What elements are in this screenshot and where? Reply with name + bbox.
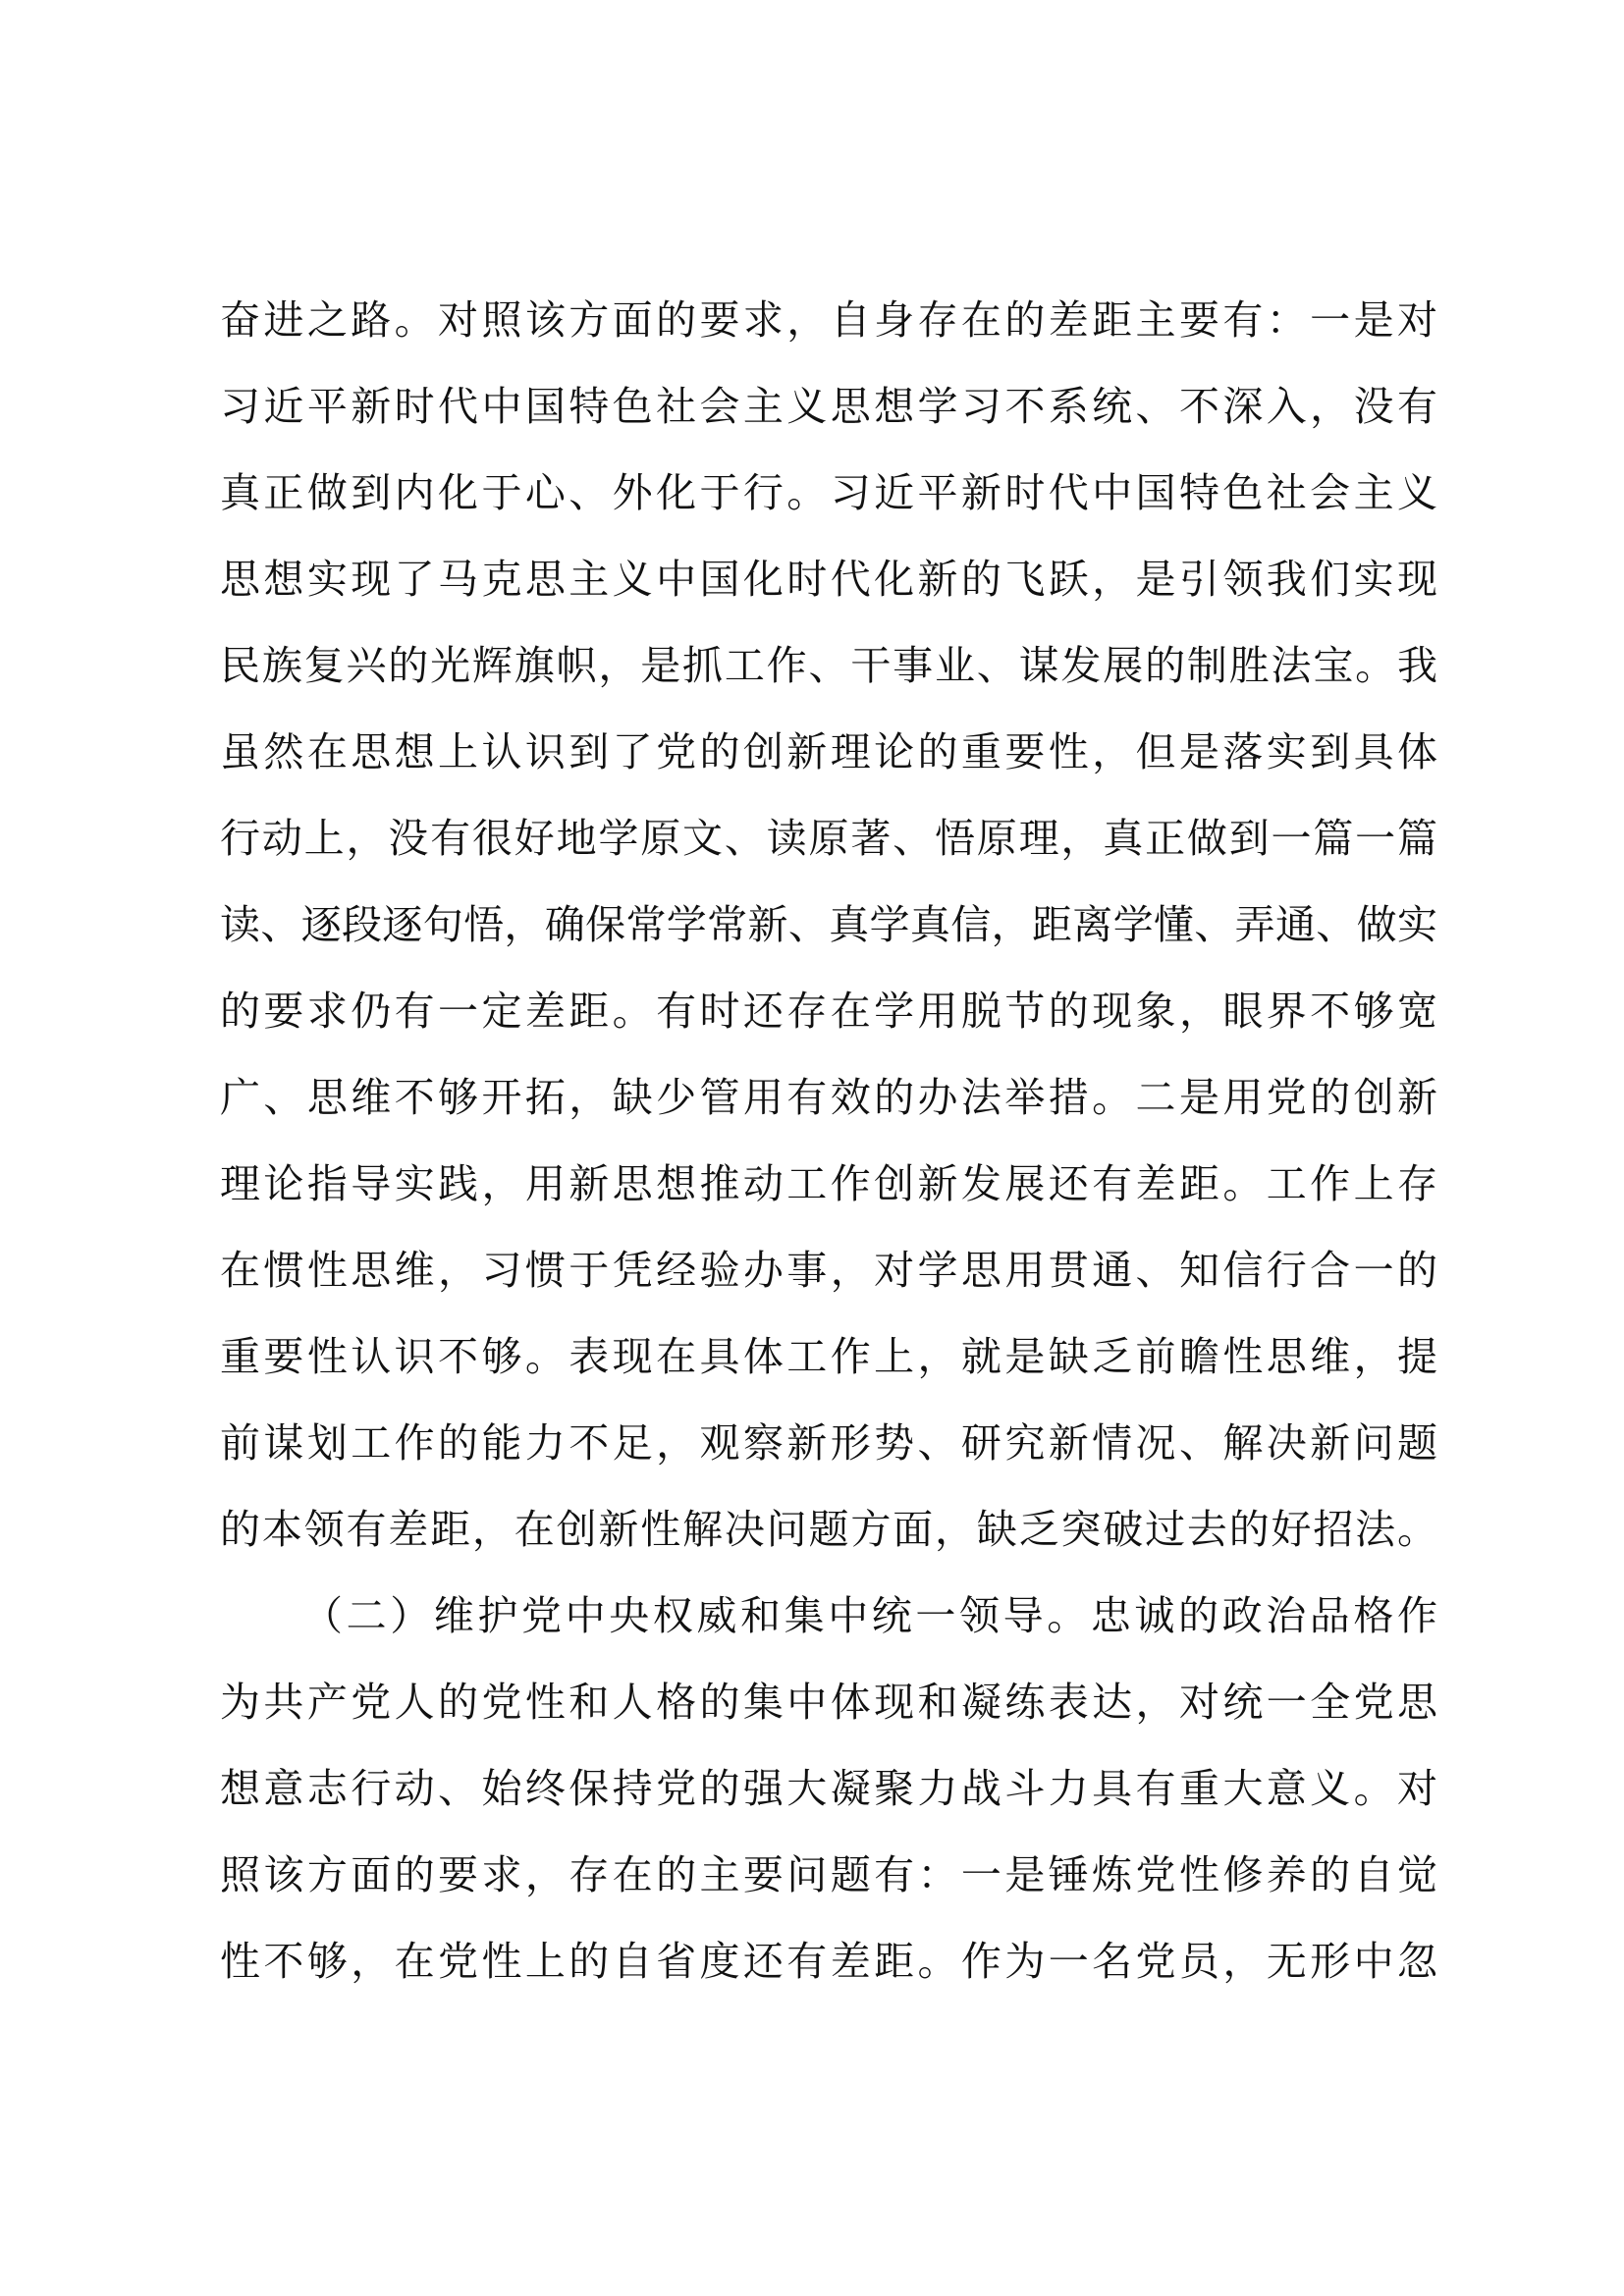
text-line-15: 的本领有差距，在创新性解决问题方面，缺乏突破过去的好招法。 — [220, 1506, 1437, 1553]
text-line-12: 在惯性思维，习惯于凭经验办事，对学思用贯通、知信行合一的 — [220, 1247, 1437, 1294]
text-line-4: 思想实现了马克思主义中国化时代化新的飞跃，是引领我们实现 — [220, 556, 1437, 603]
text-line-17: 为共产党人的党性和人格的集中体现和凝练表达，对统一全党思 — [220, 1679, 1437, 1726]
body-text — [220, 277, 1437, 2004]
text-line-3: 真正做到内化于心、外化于行。习近平新时代中国特色社会主义 — [220, 469, 1437, 516]
text-line-14: 前谋划工作的能力不足，观察新形势、研究新情况、解决新问题 — [220, 1419, 1437, 1467]
text-line-20: 性不够，在党性上的自省度还有差距。作为一名党员，无形中忽 — [220, 1938, 1437, 1985]
text-line-7: 行动上，没有很好地学原文、读原著、悟原理，真正做到一篇一篇 — [220, 815, 1437, 862]
text-line-6: 虽然在思想上认识到了党的创新理论的重要性，但是落实到具体 — [220, 728, 1437, 775]
text-line-13: 重要性认识不够。表现在具体工作上，就是缺乏前瞻性思维，提 — [220, 1333, 1437, 1380]
text-line-9: 的要求仍有一定差距。有时还存在学用脱节的现象，眼界不够宽 — [220, 988, 1437, 1035]
text-line-19: 照该方面的要求，存在的主要问题有：一是锤炼党性修养的自觉 — [220, 1851, 1437, 1898]
text-line-5: 民族复兴的光辉旗帜，是抓工作、干事业、谋发展的制胜法宝。我 — [220, 642, 1437, 689]
text-line-1: 奋进之路。对照该方面的要求，自身存在的差距主要有：一是对 — [220, 296, 1437, 344]
text-line-11: 理论指导实践，用新思想推动工作创新发展还有差距。工作上存 — [220, 1160, 1437, 1207]
text-line-18: 想意志行动、始终保持党的强大凝聚力战斗力具有重大意义。对 — [220, 1765, 1437, 1812]
text-line-16-section-heading: （二）维护党中央权威和集中统一领导。忠诚的政治品格作 — [302, 1592, 1437, 1639]
text-line-8: 读、逐段逐句悟，确保常学常新、真学真信，距离学懂、弄通、做实 — [220, 901, 1437, 948]
text-line-2: 习近平新时代中国特色社会主义思想学习不系统、不深入，没有 — [220, 383, 1437, 430]
text-line-10: 广、思维不够开拓，缺少管用有效的办法举措。二是用党的创新 — [220, 1074, 1437, 1121]
